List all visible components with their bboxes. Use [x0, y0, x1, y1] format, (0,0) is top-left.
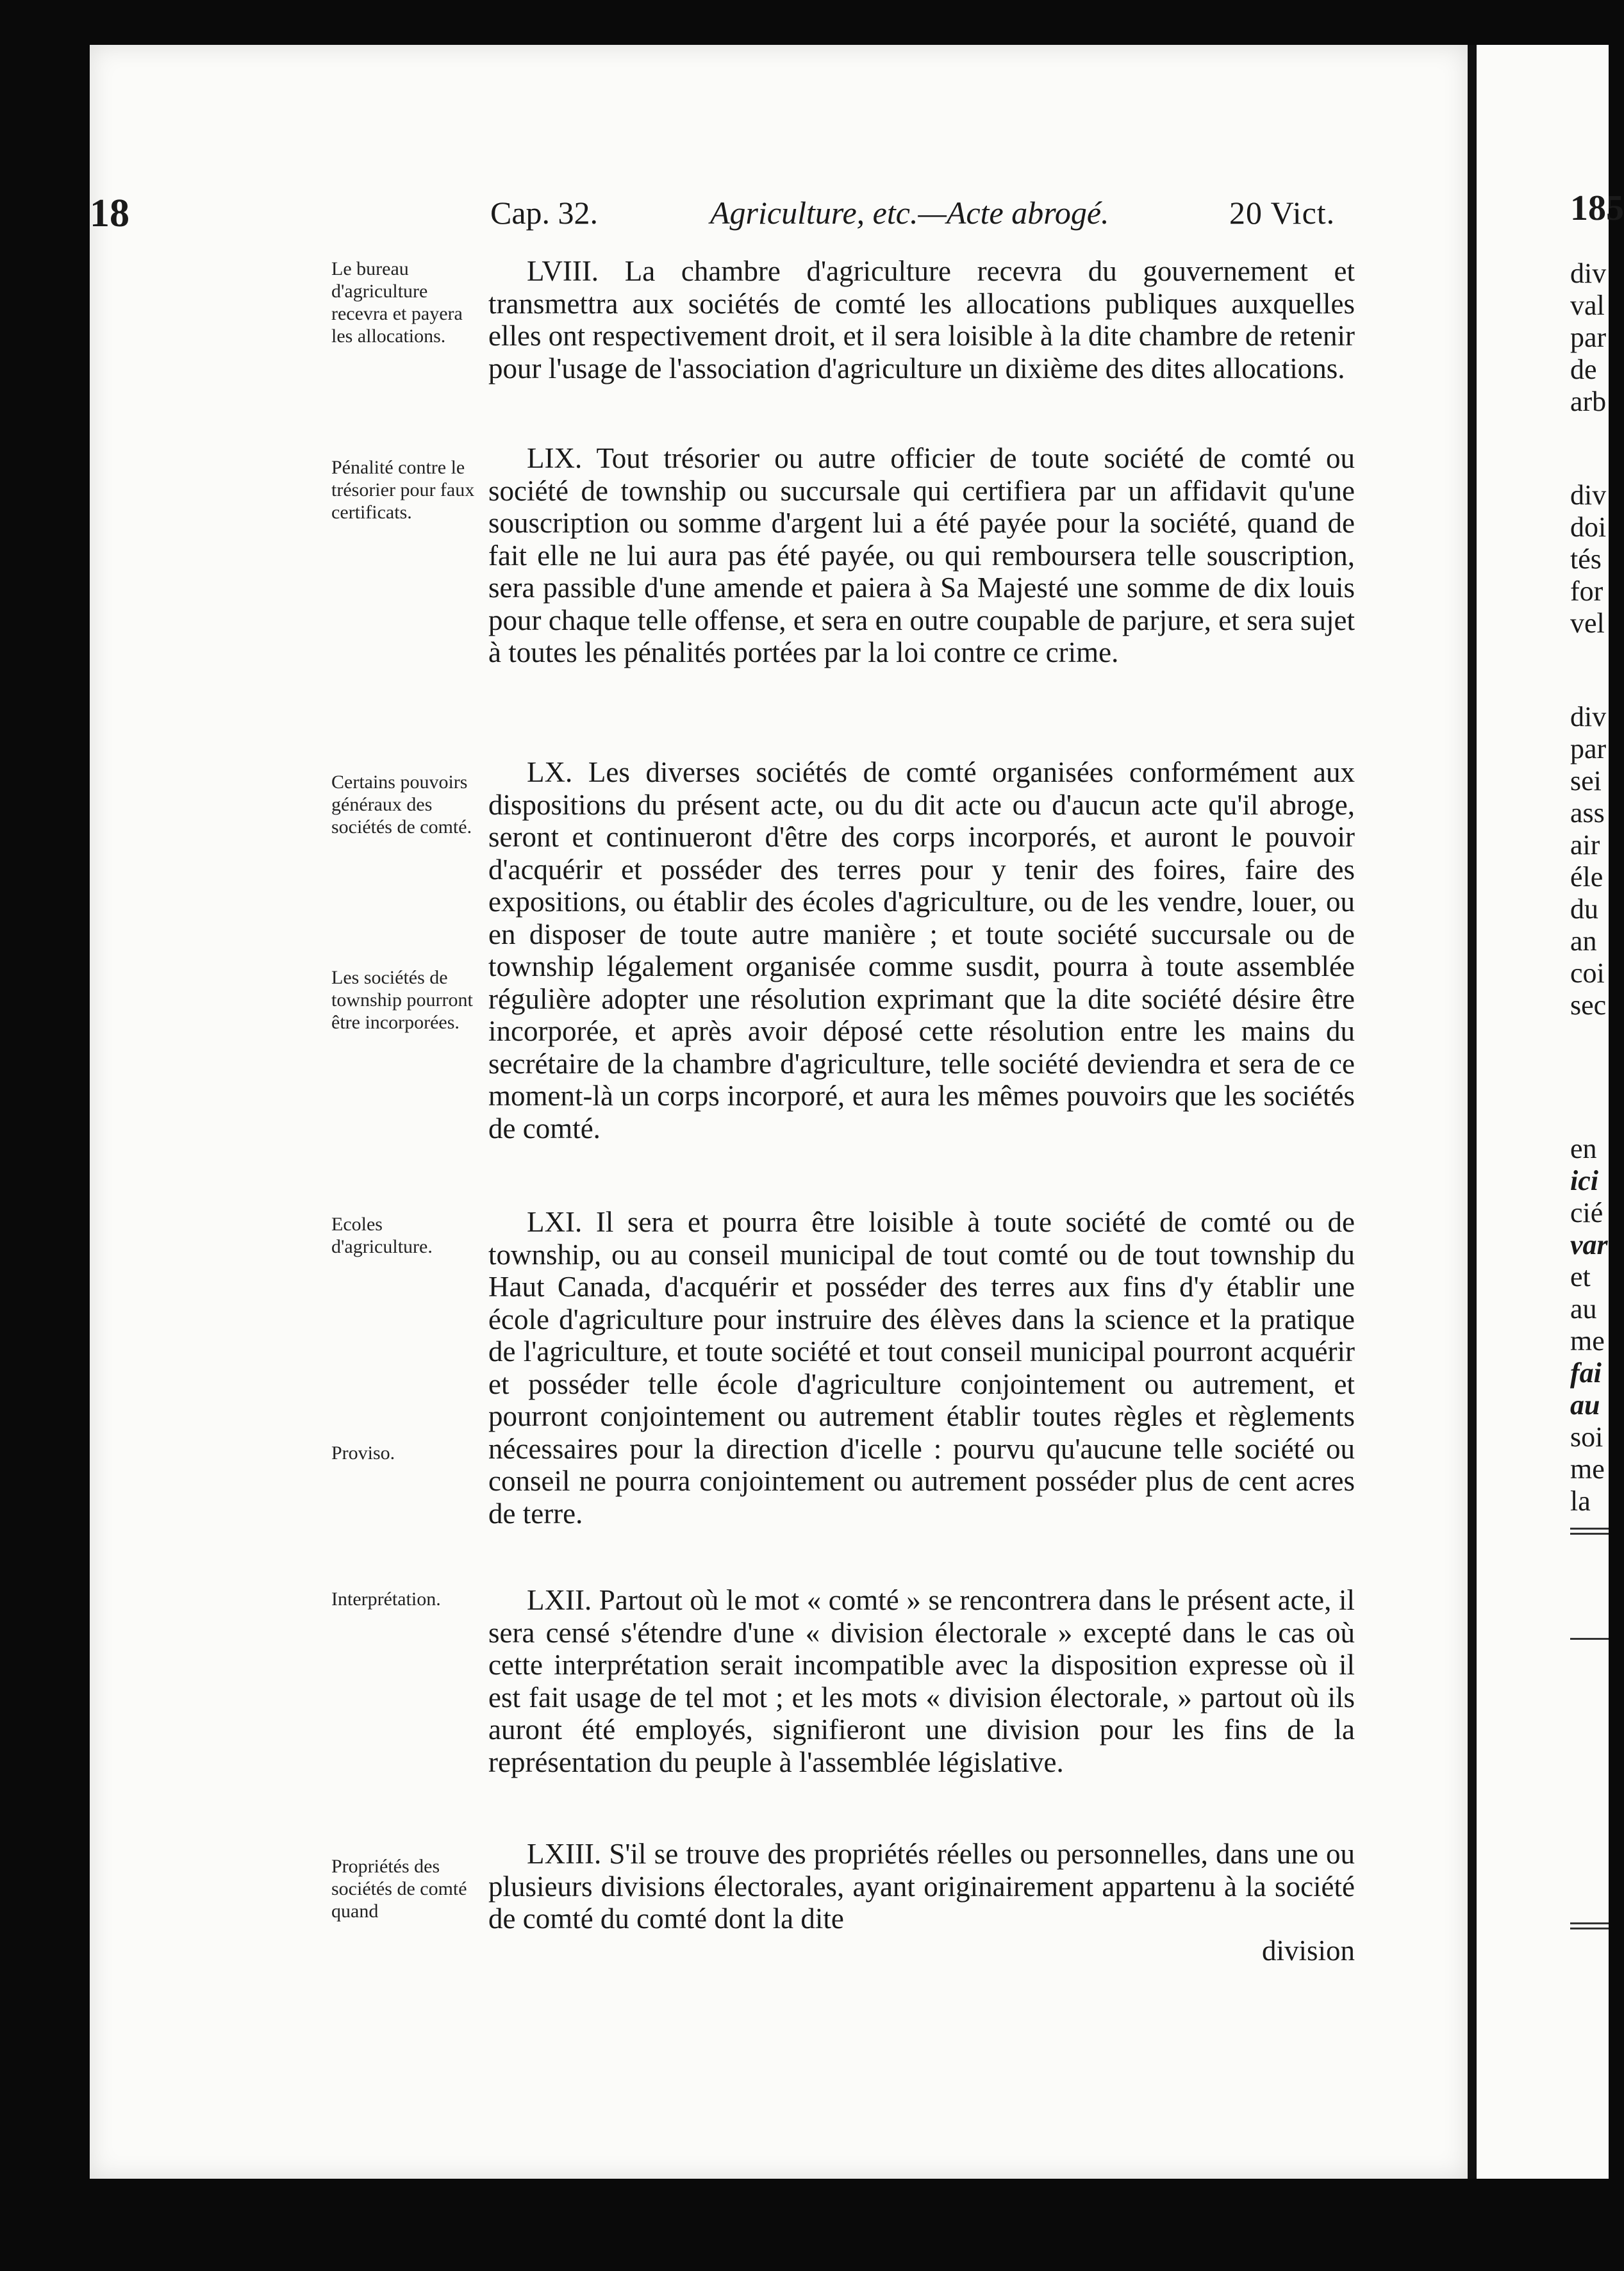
facing-fragment: en: [1570, 1133, 1597, 1164]
facing-fragment: div: [1570, 479, 1607, 511]
facing-fragment: me: [1570, 1325, 1605, 1357]
catchword: division: [1261, 1935, 1355, 1967]
facing-rule: [1570, 1533, 1609, 1535]
margin-note: Proviso.: [331, 1442, 395, 1464]
section-lxii: LXII. Partout où le mot « comté » se rencontrera dans le présent acte, il sera censé s'étendre d'une « division électorale » excepté dans le cas où cette interprétation serait incompatible avec la disposition expresse où il est fait usage de tel mot ; et les mots « division électorale, » partout où ils auront été employés, signifieront une division pour les fins de la représentation du peuple à l'assemblée législative.: [488, 1584, 1355, 1778]
facing-fragment: la: [1570, 1485, 1591, 1517]
facing-header-fragment: 185: [1570, 188, 1624, 228]
margin-note: Le bureau d'agriculture recevra et payera les allocations.: [331, 258, 463, 347]
facing-fragment: ici: [1570, 1165, 1598, 1196]
facing-rule: [1570, 1922, 1609, 1924]
facing-fragment: au: [1570, 1293, 1597, 1325]
facing-fragment: for: [1570, 575, 1603, 607]
facing-fragment: var: [1570, 1229, 1608, 1260]
margin-note: Ecoles d'agriculture.: [331, 1214, 433, 1257]
chapter-label: Cap. 32.: [490, 195, 599, 231]
facing-fragment: soi: [1570, 1421, 1603, 1453]
facing-fragment: val: [1570, 290, 1605, 321]
margin-note: Les sociétés de township pourront être incorporées.: [331, 967, 473, 1033]
margin-note: Interprétation.: [331, 1589, 441, 1610]
margin-note: Certains pouvoirs généraux des sociétés de comté.: [331, 772, 472, 838]
facing-fragment: coi: [1570, 957, 1605, 989]
facing-fragment: an: [1570, 925, 1597, 957]
page-number: 18: [90, 192, 129, 235]
margin-note: Propriétés des sociétés de comté quand: [331, 1856, 467, 1922]
facing-fragment: du: [1570, 893, 1598, 925]
section-lix: LIX. Tout trésorier ou autre officier de toute société de comté ou société de township ou succursale qui certifiera par un affidavit qu'une souscription ou somme d'argent lui a été payée pour la société, quand de fait elle ne lui aura pas été payée, ou qui remboursera telle souscription, sera passible d'une amende et paiera à Sa Majesté une somme de dix louis pour chaque telle offense, et sera en outre coupable de parjure, et sera sujet à toutes les pénalités portées par la loi contre ce crime.: [488, 442, 1355, 668]
facing-fragment: ass: [1570, 797, 1605, 829]
facing-fragment: me: [1570, 1453, 1605, 1485]
section-lx: LX. Les diverses sociétés de comté organisées conformément aux dispositions du présent acte, ou du dit acte ou d'aucun acte qu'il abroge, seront et continueront d'être des corps incorporés, et auront le pouvoir d'acquérir et posséder des terres pour y tenir des foires, faire des expositions, ou établir des écoles d'agriculture, ou de les vendre, louer, ou en disposer de toute autre manière ; et toute société succursale ou de township légalement organisée comme susdit, pourra à toute assemblée régulière adopter une résolution exprimant que la dite société désire être incorporée, et après avoir déposé cette résolution entre les mains du secrétaire de la chambre d'agriculture, telle société deviendra et sera de ce moment-là un corps incorporé, et aura les mêmes pouvoirs que les sociétés de comté.: [488, 756, 1355, 1144]
facing-fragment: au: [1570, 1389, 1600, 1421]
facing-fragment: air: [1570, 829, 1600, 861]
facing-fragment: cié: [1570, 1197, 1603, 1228]
margin-note: Pénalité contre le trésorier pour faux certificats.: [331, 457, 475, 523]
facing-fragment: sec: [1570, 989, 1607, 1021]
facing-fragment: arb: [1570, 386, 1607, 417]
facing-fragment: par: [1570, 322, 1607, 353]
facing-fragment: vel: [1570, 607, 1605, 639]
facing-fragment: par: [1570, 733, 1607, 764]
facing-fragment: doi: [1570, 511, 1607, 543]
section-lxi: LXI. Il sera et pourra être loisible à toute société de comté ou de township, ou au conseil municipal de tout comté ou de tout township du Haut Canada, d'acquérir et posséder des terres aux fins d'y établir une école d'agriculture pour instruire des élèves dans la science et la pratique de l'agriculture, et toute société et tout conseil municipal pourront acquérir et posséder telle école d'agriculture conjointement ou autrement, et pourront conjointement ou autrement établir toutes règles et règlements nécessaires pour la direction d'icelle : pourvu qu'aucune telle société ou conseil ne pourra conjointement ou autrement posséder plus de cent acres de terre.: [488, 1206, 1355, 1530]
facing-rule: [1570, 1638, 1609, 1640]
facing-fragment: éle: [1570, 861, 1603, 893]
running-title: Agriculture, etc.—Acte abrogé.: [710, 195, 1109, 231]
facing-fragment: fai: [1570, 1357, 1602, 1389]
regnal-year: 20 Vict.: [1229, 195, 1336, 231]
facing-fragment: div: [1570, 258, 1607, 289]
facing-rule: [1570, 1928, 1609, 1929]
binding-gutter: [1468, 45, 1477, 2179]
facing-fragment: et: [1570, 1261, 1591, 1292]
facing-fragment: sei: [1570, 765, 1602, 797]
section-lviii: LVIII. La chambre d'agriculture recevra du gouvernement et transmettra aux sociétés de comté les allocations publiques auxquelles elles ont respectivement droit, et il sera loisible à la dite chambre de retenir pour l'usage de l'association d'agriculture un dixième des dites allocations.: [488, 255, 1355, 384]
facing-rule: [1570, 1528, 1609, 1530]
facing-fragment: tés: [1570, 543, 1602, 575]
facing-fragment: div: [1570, 701, 1607, 732]
facing-fragment: de: [1570, 354, 1597, 385]
section-lxiii: LXIII. S'il se trouve des propriétés réelles ou personnelles, dans une ou plusieurs divisions électorales, ayant originairement appartenu à la société de comté du comté dont la dite: [488, 1838, 1355, 1935]
